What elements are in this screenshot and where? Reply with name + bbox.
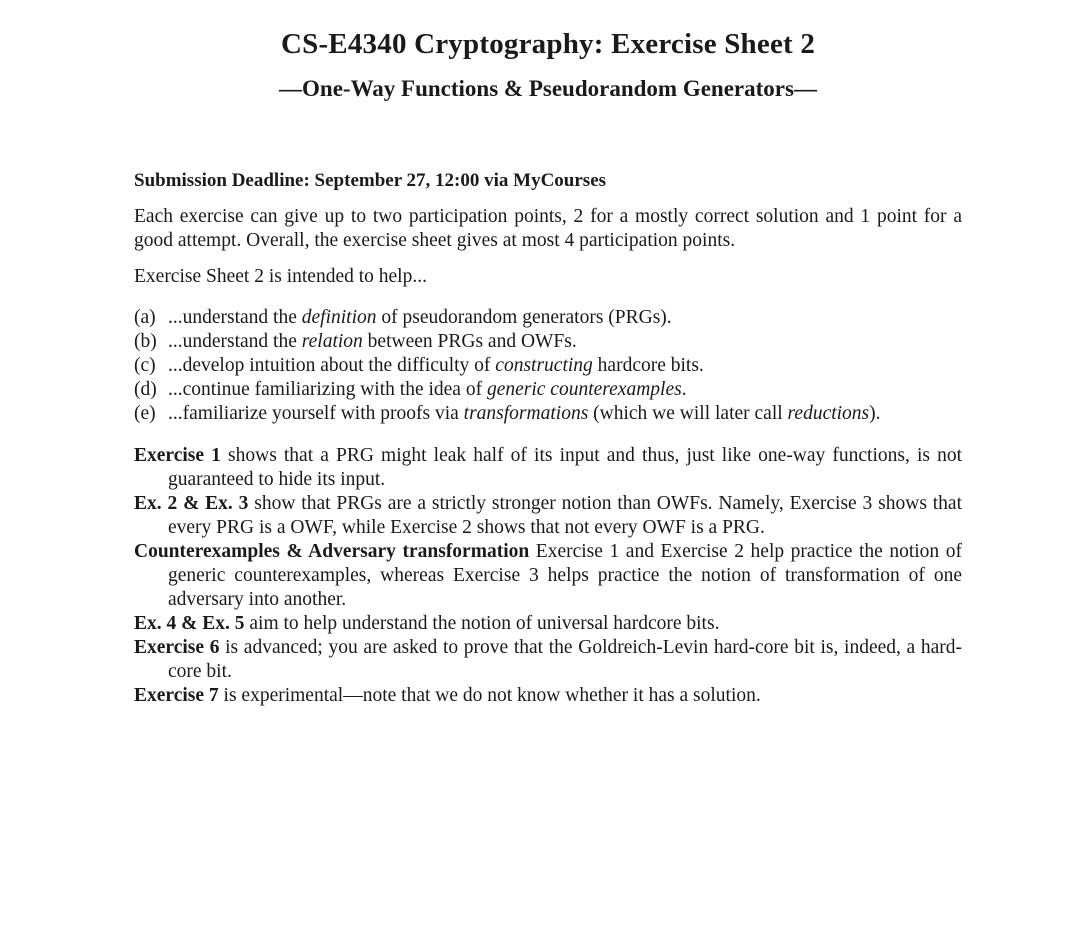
description-item: Ex. 4 & Ex. 5 aim to help understand the notion of universal hardcore bits. (134, 613, 720, 634)
page-title: CS-E4340 Cryptography: Exercise Sheet 2 (280, 28, 816, 60)
purpose-paragraph: Exercise Sheet 2 is intended to help... (134, 266, 427, 287)
list-item-label: (d) (134, 379, 157, 400)
description-item: Exercise 7 is experimental—note that we do not know whether it has a solution. (134, 685, 761, 706)
list-item: (a) ...understand the definition of pseudorandom generators (PRGs). (134, 307, 672, 328)
description-item: Counterexamples & Adversary transformation Exercise 1 and Exercise 2 help practice the notion of generic counterexamples, whereas Exercise 3 helps practice the notion of transformation of one adversary into another. (134, 541, 962, 610)
list-item-label: (c) (134, 355, 156, 376)
list-item: (b) ...understand the relation between PRGs and OWFs. (134, 331, 577, 352)
list-item: (c) ...develop intuition about the difficulty of constructing hardcore bits. (134, 355, 704, 376)
description-item: Exercise 1 shows that a PRG might leak half of its input and thus, just like one-way functions, is not guaranteed to hide its input. (134, 445, 963, 490)
points-paragraph: Each exercise can give up to two participation points, 2 for a mostly correct solution and 1 point for a good attempt. Overall, the exercise sheet gives at most 4 participation points. (134, 206, 962, 251)
list-item-label: (a) (134, 307, 156, 328)
description-heading: Counterexamples & Adversary transformation (134, 541, 530, 562)
exercise-descriptions (134, 444, 962, 708)
description-heading: Ex. 2 & Ex. 3 (134, 493, 249, 514)
goals-list (134, 306, 962, 426)
list-item-label: (e) (134, 403, 156, 424)
page-subtitle: —One-Way Functions & Pseudorandom Generators— (279, 76, 817, 101)
list-item-label: (b) (134, 331, 157, 352)
list-item: (d) ...continue familiarizing with the idea of generic counterexamples. (134, 379, 687, 400)
submission-deadline: Submission Deadline: September 27, 12:00 via MyCourses (134, 170, 607, 191)
description-item: Exercise 6 is advanced; you are asked to prove that the Goldreich-Levin hard-core bit is, indeed, a hard-core bit. (134, 637, 963, 682)
list-item: (e) ...familiarize yourself with proofs via transformations (which we will later call reductions). (134, 403, 881, 424)
description-heading: Ex. 4 & Ex. 5 (134, 613, 245, 634)
description-item: Ex. 2 & Ex. 3 show that PRGs are a strictly stronger notion than OWFs. Namely, Exercise 3 shows that every PRG is a OWF, while Exercise 2 shows that not every OWF is a PRG. (134, 493, 962, 538)
description-heading: Exercise 1 (134, 445, 221, 466)
description-heading: Exercise 7 (134, 685, 219, 706)
description-heading: Exercise 6 (134, 637, 220, 658)
